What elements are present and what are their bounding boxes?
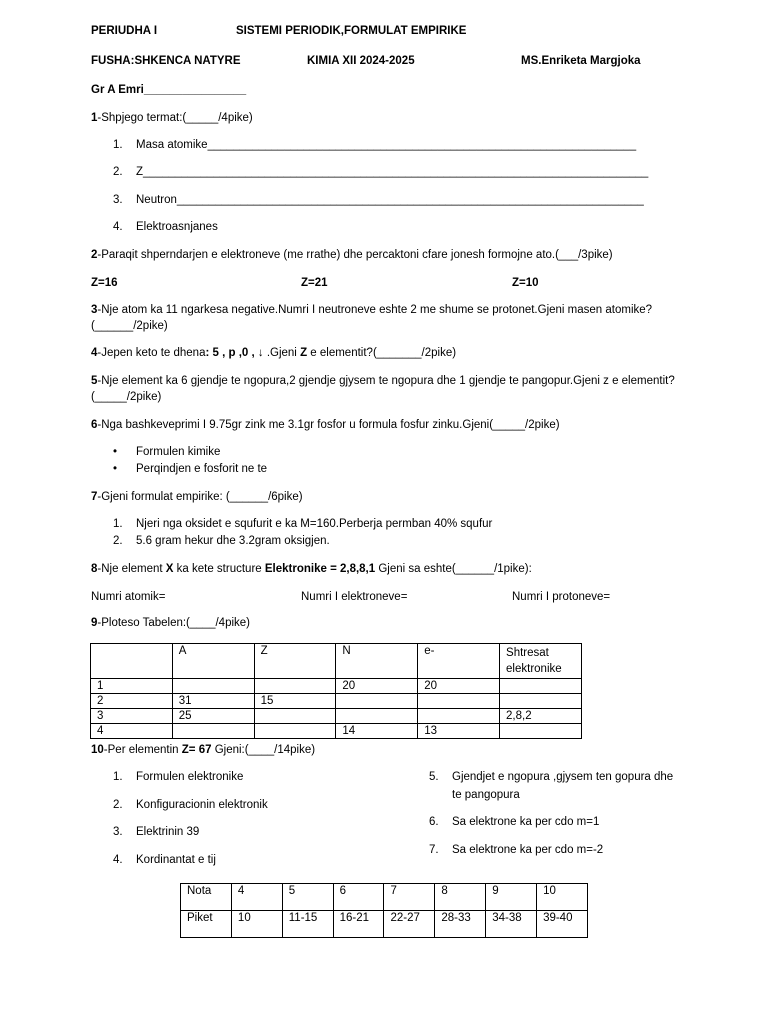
table-cell bbox=[172, 724, 254, 739]
list-item-text: te pangopura bbox=[452, 789, 520, 801]
question-number: 8 bbox=[91, 563, 98, 575]
table-cell bbox=[418, 694, 500, 709]
question-5 bbox=[91, 375, 675, 387]
points-row bbox=[181, 911, 588, 938]
quantum-data: : 5 , p ,0 , ↓ bbox=[205, 347, 264, 359]
list-item-text: Masa atomike___________________________________________________________________ bbox=[136, 139, 637, 151]
table-header-cell: Z bbox=[254, 644, 336, 679]
list-item-text: Neutron_________________________________________________________________________ bbox=[136, 194, 644, 206]
table-cell: 15 bbox=[254, 694, 336, 709]
question-8: 8-Nje element X ka kete structure Elektronike = 2,8,8,1 Gjeni sa eshte(______/1pike): bbox=[91, 563, 532, 575]
table-cell: 34-38 bbox=[486, 911, 537, 938]
table-cell: 7 bbox=[384, 884, 435, 911]
table-cell: 6 bbox=[333, 884, 384, 911]
question-text: -Jepen keto te dhena bbox=[97, 347, 206, 359]
table-cell: 22-27 bbox=[384, 911, 435, 938]
table-cell: 5 bbox=[282, 884, 333, 911]
table-row bbox=[91, 679, 582, 694]
question-number: 10 bbox=[91, 744, 104, 756]
list-item-text: Konfiguracionin elektronik bbox=[136, 799, 268, 811]
answer-field: Numri I protoneve= bbox=[512, 591, 611, 603]
table-cell: 10 bbox=[231, 911, 282, 938]
question-number: 1 bbox=[91, 112, 98, 124]
table-cell bbox=[254, 679, 336, 694]
question-7 bbox=[91, 491, 303, 503]
table-cell: 31 bbox=[172, 694, 254, 709]
table-cell bbox=[254, 709, 336, 724]
table-cell bbox=[336, 694, 418, 709]
table-header-cell: Shtresat elektronike bbox=[500, 644, 582, 679]
table-header-row bbox=[91, 644, 582, 679]
bullet-item: Formulen kimike bbox=[136, 446, 221, 458]
table-cell: 4 bbox=[91, 724, 173, 739]
topic-title: SISTEMI PERIODIK,FORMULAT EMPIRIKE bbox=[236, 25, 467, 37]
answer-field: Numri atomik= bbox=[91, 591, 166, 603]
question-2 bbox=[91, 249, 613, 261]
question-text: -Nje element ka 6 gjendje te ngopura,2 gjendje gjysem te ngopura dhe 1 gjendje te pangopur.Gjeni z e elementit? bbox=[97, 375, 675, 387]
question-text: -Nje atom ka 11 ngarkesa negative.Numri I neutroneve eshte 2 me shume se protonet.Gjeni masen atomike? bbox=[97, 304, 653, 316]
list-item: 6. bbox=[429, 816, 439, 828]
question-10: 10-Per elementin Z= 67 Gjeni:(____/14pike) bbox=[91, 744, 316, 756]
question-1 bbox=[91, 112, 253, 124]
list-item: 2. bbox=[113, 166, 123, 178]
question-text: -Shpjego termat:(_____/4pike) bbox=[97, 112, 253, 124]
question-text: -Ploteso Tabelen:(____/4pike) bbox=[97, 617, 250, 629]
bullet-item: Perqindjen e fosforit ne te bbox=[136, 463, 268, 475]
question-number: 6 bbox=[91, 419, 98, 431]
table-cell bbox=[336, 709, 418, 724]
course-label: KIMIA XII 2024-2025 bbox=[307, 55, 415, 67]
table-cell: 16-21 bbox=[333, 911, 384, 938]
list-item: 3. bbox=[113, 826, 123, 838]
table-cell: 1 bbox=[91, 679, 173, 694]
table-header-cell: A bbox=[172, 644, 254, 679]
question-6 bbox=[91, 419, 560, 431]
z-value: Z=21 bbox=[301, 277, 328, 289]
table-cell: 11-15 bbox=[282, 911, 333, 938]
list-item: 3. bbox=[113, 194, 123, 206]
atom-table bbox=[90, 643, 582, 739]
grade-row bbox=[181, 884, 588, 911]
question-4: 4-Jepen keto te dhena: 5 , p ,0 , ↓ .Gjeni Z e elementit?(_______/2pike) bbox=[91, 347, 457, 359]
list-item: 1. bbox=[113, 518, 123, 530]
list-item-text: Kordinantat e tij bbox=[136, 854, 216, 866]
question-number: 4 bbox=[91, 347, 98, 359]
table-row bbox=[91, 709, 582, 724]
table-cell: 25 bbox=[172, 709, 254, 724]
bullet-icon: • bbox=[113, 463, 118, 475]
table-cell: 10 bbox=[537, 884, 588, 911]
question-number: 2 bbox=[91, 249, 98, 261]
table-cell bbox=[172, 679, 254, 694]
table-cell bbox=[254, 724, 336, 739]
table-cell: Nota bbox=[181, 884, 232, 911]
table-cell: Piket bbox=[181, 911, 232, 938]
list-item: 1. bbox=[113, 139, 123, 151]
answer-field: Numri I elektroneve= bbox=[301, 591, 408, 603]
field-label: FUSHA:SHKENCA NATYRE bbox=[91, 55, 241, 67]
table-cell: 20 bbox=[418, 679, 500, 694]
list-item: 1. bbox=[113, 771, 123, 783]
teacher-name: MS.Enriketa Margjoka bbox=[521, 55, 641, 67]
list-item-text: Sa elektrone ka per cdo m=1 bbox=[452, 816, 600, 828]
question-number: 3 bbox=[91, 304, 98, 316]
list-item-text: Njeri nga oksidet e squfurit e ka M=160.Perberja permban 40% squfur bbox=[136, 518, 493, 530]
table-row bbox=[91, 694, 582, 709]
period-label: PERIUDHA I bbox=[91, 25, 158, 37]
list-item-text: Elektrinin 39 bbox=[136, 826, 200, 838]
list-item: 4. bbox=[113, 221, 123, 233]
list-item-text: Z_______________________________________________________________________________ bbox=[136, 166, 649, 178]
question-score: (______/2pike) bbox=[91, 320, 168, 332]
table-cell: 39-40 bbox=[537, 911, 588, 938]
list-item-text: Gjendjet e ngopura ,gjysem ten gopura dhe bbox=[452, 771, 674, 783]
list-item: 4. bbox=[113, 854, 123, 866]
table-cell: 8 bbox=[435, 884, 486, 911]
table-cell: 3 bbox=[91, 709, 173, 724]
list-item-text: Sa elektrone ka per cdo m=-2 bbox=[452, 844, 604, 856]
table-cell: 14 bbox=[336, 724, 418, 739]
bullet-icon: • bbox=[113, 446, 118, 458]
table-cell bbox=[418, 709, 500, 724]
list-item: 2. bbox=[113, 535, 123, 547]
table-cell: 9 bbox=[486, 884, 537, 911]
list-item: 5. bbox=[429, 771, 439, 783]
z-value: Z=16 bbox=[91, 277, 118, 289]
list-item-text: Formulen elektronike bbox=[136, 771, 244, 783]
question-text: -Gjeni formulat empirike: (______/6pike) bbox=[97, 491, 303, 503]
question-text: -Paraqit shperndarjen e elektroneve (me rrathe) dhe percaktoni cfare jonesh formojne ato.(___/3pike) bbox=[97, 249, 613, 261]
grading-table bbox=[180, 883, 588, 938]
table-row bbox=[91, 724, 582, 739]
table-cell: 20 bbox=[336, 679, 418, 694]
table-header-cell: e- bbox=[418, 644, 500, 679]
list-item-text: Elektroasnjanes bbox=[136, 221, 218, 233]
group-name-field: Gr A Emri________________ bbox=[91, 84, 247, 96]
table-cell bbox=[500, 679, 582, 694]
list-item: 7. bbox=[429, 844, 439, 856]
question-number: 5 bbox=[91, 375, 98, 387]
question-3 bbox=[91, 304, 652, 316]
table-cell: 2,8,2 bbox=[500, 709, 582, 724]
question-number: 7 bbox=[91, 491, 98, 503]
question-text: -Nga bashkeveprimi I 9.75gr zink me 3.1gr fosfor u formula fosfur zinku.Gjeni(_____/2pike) bbox=[97, 419, 560, 431]
z-value: Z=10 bbox=[512, 277, 539, 289]
table-cell bbox=[500, 724, 582, 739]
question-number: 9 bbox=[91, 617, 98, 629]
list-item-text: 5.6 gram hekur dhe 3.2gram oksigjen. bbox=[136, 535, 330, 547]
table-cell: 28-33 bbox=[435, 911, 486, 938]
table-cell bbox=[500, 694, 582, 709]
list-item: 2. bbox=[113, 799, 123, 811]
table-cell: 13 bbox=[418, 724, 500, 739]
table-cell: 4 bbox=[231, 884, 282, 911]
question-9 bbox=[91, 617, 250, 629]
table-header-cell: N bbox=[336, 644, 418, 679]
table-header-cell bbox=[91, 644, 173, 679]
question-score: (_____/2pike) bbox=[91, 391, 162, 403]
table-cell: 2 bbox=[91, 694, 173, 709]
